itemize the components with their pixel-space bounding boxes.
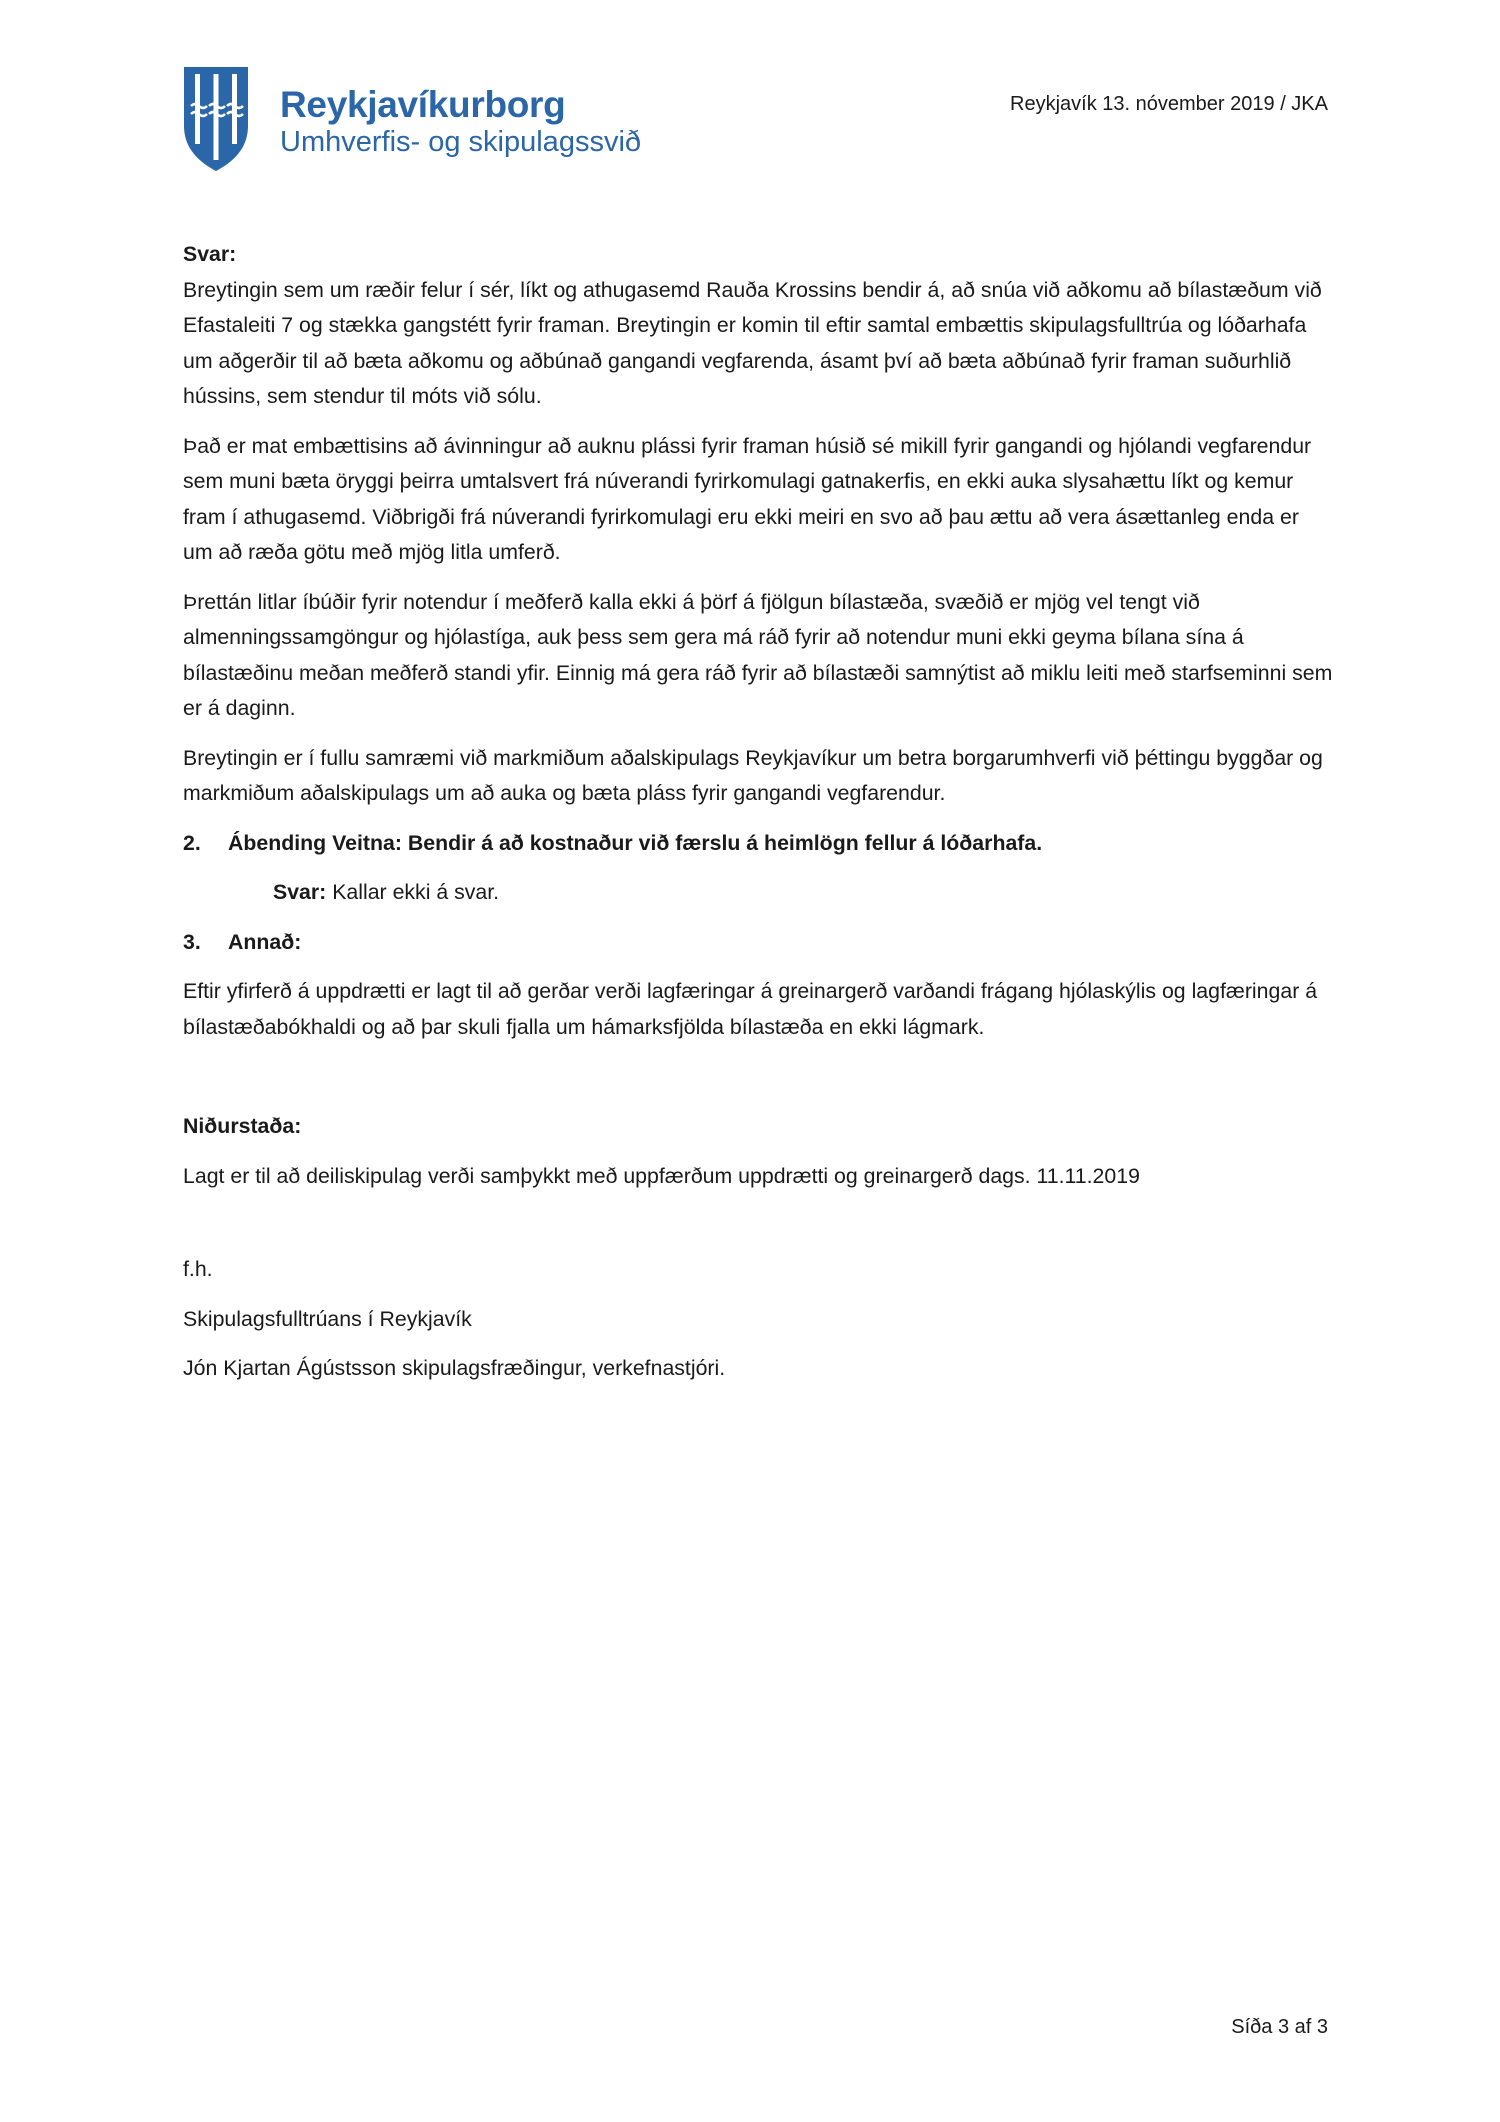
item-2-answer: [183, 875, 1333, 911]
conclusion-text: Lagt er til að deiliskipulag verði samþykkt með uppfærðum uppdrætti og greinargerð dags. 11.11.2019: [183, 1163, 1140, 1188]
item-number: 3.: [183, 929, 201, 954]
document-body: [183, 237, 1333, 1401]
organization-name: Reykjavíkurborg: [280, 84, 566, 125]
item-2-heading: [183, 826, 1333, 862]
item-number: 2.: [183, 830, 201, 855]
item-title: Annað:: [228, 929, 302, 954]
answer-text: Kallar ekki á svar.: [326, 880, 500, 904]
signature-person: Jón Kjartan Ágústsson skipulagsfræðingur, verkefnastjóri.: [183, 1356, 726, 1380]
item-3-heading: [183, 925, 1333, 961]
conclusion-heading: Niðurstaða:: [183, 1114, 302, 1138]
answer-paragraph: Breytingin er í fullu samræmi við markmiðum aðalskipulags Reykjavíkur um betra borgarumhverfi við þéttingu byggðar og markmiðum aðalskipulags um að auka og bæta pláss fyrir gangandi vegfarendur.: [183, 745, 1323, 805]
answer-paragraph: Það er mat embættisins að ávinningur að auknu plássi fyrir framan húsið sé mikill fyrir gangandi og hjólandi vegfarendur sem muni bæta öryggi þeirra umtalsvert frá núverandi fyrirkomulagi gatnakerfis, en ekki auka slysahættu líkt og kemur fram í athugasemd. Viðbrigði frá núverandi fyrirkomulagi eru ekki meiri en svo að þau ættu að vera ásættanleg enda er um að ræða götu með mjög litla umferð.: [183, 433, 1312, 564]
item-3-text: Eftir yfirferð á uppdrætti er lagt til að gerðar verði lagfæringar á greinargerð varðandi frágang hjólaskýlis og lagfæringar á bílastæðabókhaldi og að þar skuli fjalla um hámarksfjölda bílastæða en ekki lágmark.: [183, 979, 1318, 1039]
answer-label: Svar:: [273, 880, 327, 904]
page-number: Síða 3 af 3: [1231, 2016, 1328, 2038]
organization-unit: Umhverfis- og skipulagssvið: [280, 126, 642, 158]
document-reference: Reykjavík 13. nóvember 2019 / JKA: [1010, 93, 1328, 115]
answer-heading: Svar:: [183, 242, 237, 266]
answer-paragraph: Breytingin sem um ræðir felur í sér, líkt og athugasemd Rauða Krossins bendir á, að snúa við aðkomu að bílastæðum við Efastaleiti 7 og stækka gangstétt fyrir framan. Breytingin er komin til eftir samtal embættis skipulagsfulltrúa og lóðarhafa um aðgerðir til að bæta aðkomu og aðbúnað gangandi vegfarenda, ásamt því að bæta aðbúnað fyrir framan suðurhlið hússins, sem stendur til móts við sólu.: [183, 277, 1322, 408]
answer-paragraph: Þrettán litlar íbúðir fyrir notendur í meðferð kalla ekki á þörf á fjölgun bílastæða, svæðið er mjög vel tengt við almenningssamgöngur og hjólastíga, auk þess sem gera má ráð fyrir að notendur muni ekki geyma bílana sína á bílastæðinu meðan meðferð standi yfir. Einnig má gera ráð fyrir að bílastæði samnýtist að miklu leiti með starfseminni sem er á daginn.: [183, 589, 1333, 720]
item-title: Ábending Veitna: Bendir á að kostnaður við færslu á heimlögn fellur á lóðarhafa.: [228, 830, 1043, 855]
signature-office: Skipulagsfulltrúans í Reykjavík: [183, 1306, 472, 1331]
signature-fh: f.h.: [183, 1257, 213, 1281]
reykjavik-crest-icon: [183, 66, 249, 172]
organization-logo: [183, 66, 642, 176]
